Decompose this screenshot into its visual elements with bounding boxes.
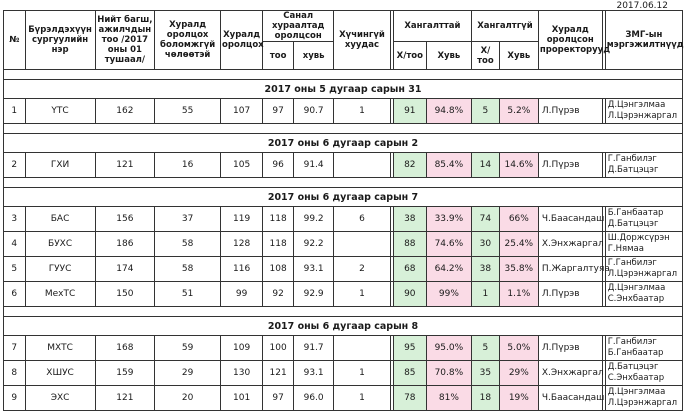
staff-name: Г.Нямаа	[607, 244, 644, 254]
staff-name: С.Энхбаатар	[607, 294, 665, 304]
cell-school: МехТС	[25, 282, 95, 307]
staff-name: Б.Ганбаатар	[607, 348, 664, 358]
cell-school: МХТС	[25, 336, 95, 361]
cell-sat-count: 78	[393, 386, 426, 411]
header-voted-count: тоо	[263, 42, 294, 70]
cell-ineligible: 20	[155, 386, 221, 411]
cell-unsat-count: 14	[472, 153, 500, 178]
cell-unsat-count: 74	[472, 207, 500, 232]
cell-ineligible: 37	[155, 207, 221, 232]
cell-no: 1	[4, 99, 26, 124]
cell-voted-pct: 91.7	[294, 336, 334, 361]
cell-total: 156	[95, 207, 155, 232]
cell-voted-count: 118	[263, 232, 294, 257]
cell-unsat-count: 30	[472, 232, 500, 257]
cell-unsat-pct: 35.8%	[499, 257, 538, 282]
cell-sat-pct: 94.8%	[426, 99, 471, 124]
cell-ineligible: 51	[155, 282, 221, 307]
table-row	[4, 282, 683, 307]
cell-voted-pct: 92.9	[294, 282, 334, 307]
cell-school: ЭХС	[25, 386, 95, 411]
cell-ineligible: 29	[155, 361, 221, 386]
cell-unsat-pct: 19%	[499, 386, 538, 411]
cell-sat-count: 88	[393, 232, 426, 257]
cell-staff	[605, 232, 682, 257]
cell-sat-pct: 70.8%	[426, 361, 471, 386]
cell-proctor: Ч.Баасандаш	[538, 207, 602, 232]
staff-name: Д.Батцэцэг	[607, 362, 659, 372]
cell-school: БУХС	[25, 232, 95, 257]
cell-attended: 119	[221, 207, 263, 232]
cell-voted-pct: 93.1	[294, 361, 334, 386]
staff-name: Л.Цэрэнжаргал	[607, 269, 678, 279]
staff-name: Д.Цэнгэлмаа	[607, 387, 666, 397]
staff-name: С.Энхбаатар	[607, 373, 665, 383]
cell-total: 186	[95, 232, 155, 257]
staff-name: Д.Батцэцэг	[607, 165, 659, 175]
staff-name: Д.Цэнгэлмаа	[607, 283, 666, 293]
section-title: 2017 оны 6 дугаар сарын 7	[4, 188, 683, 207]
cell-no: 5	[4, 257, 26, 282]
cell-invalid: 2	[334, 257, 391, 282]
staff-name: Д.Цэнгэлмаа	[607, 100, 666, 110]
header-sat-pct: Хувь	[426, 42, 471, 70]
cell-sat-count: 85	[393, 361, 426, 386]
cell-invalid	[334, 336, 391, 361]
cell-sat-count: 91	[393, 99, 426, 124]
cell-invalid: 6	[334, 207, 391, 232]
cell-voted-pct: 90.7	[294, 99, 334, 124]
cell-attended: 99	[221, 282, 263, 307]
cell-no: 8	[4, 361, 26, 386]
staff-name: Б.Ганбаатар	[607, 208, 664, 218]
header-proctor: Хуралд оролцсон проректорууд	[538, 11, 602, 70]
header-voted-group: Санал хураалтад оролцсон	[263, 11, 334, 42]
staff-name: Д.Батцэцэг	[607, 219, 659, 229]
cell-proctor: Л.Пүрэв	[538, 336, 602, 361]
cell-invalid: 1	[334, 386, 391, 411]
header-attended: Хуралд оролцох	[221, 11, 263, 70]
cell-proctor: Х.Энхжаргал	[538, 361, 602, 386]
cell-school: ГУУС	[25, 257, 95, 282]
staff-name: Л.Цэрэнжаргал	[607, 398, 678, 408]
header-school: Бүрэлдэхүүн сургуулийн нэр	[25, 11, 95, 70]
staff-name: Л.Цэрэнжаргал	[607, 111, 678, 121]
survey-results-table	[3, 10, 683, 411]
section-title: 2017 оны 6 дугаар сарын 8	[4, 317, 683, 336]
header-total: Нийт багш, ажилчдын тоо /2017 оны 01 тушаал/	[95, 11, 155, 70]
section-title: 2017 оны 6 дугаар сарын 2	[4, 134, 683, 153]
cell-unsat-pct: 14.6%	[499, 153, 538, 178]
cell-unsat-pct: 66%	[499, 207, 538, 232]
cell-unsat-pct: 1.1%	[499, 282, 538, 307]
staff-name: Г.Ганбилэг	[607, 337, 657, 347]
cell-proctor: Х.Энхжаргал	[538, 232, 602, 257]
cell-attended: 128	[221, 232, 263, 257]
cell-total: 162	[95, 99, 155, 124]
cell-attended: 116	[221, 257, 263, 282]
cell-proctor: П.Жаргалтуяа	[538, 257, 602, 282]
table-row	[4, 386, 683, 411]
table-row	[4, 257, 683, 282]
cell-staff	[605, 257, 682, 282]
cell-sat-count: 95	[393, 336, 426, 361]
cell-sat-pct: 99%	[426, 282, 471, 307]
cell-no: 4	[4, 232, 26, 257]
cell-no: 6	[4, 282, 26, 307]
cell-ineligible: 55	[155, 99, 221, 124]
cell-unsat-pct: 29%	[499, 361, 538, 386]
cell-staff	[605, 386, 682, 411]
cell-ineligible: 16	[155, 153, 221, 178]
table-row	[4, 207, 683, 232]
table-row	[4, 99, 683, 124]
cell-no: 7	[4, 336, 26, 361]
cell-sat-pct: 81%	[426, 386, 471, 411]
cell-ineligible: 58	[155, 232, 221, 257]
cell-sat-pct: 64.2%	[426, 257, 471, 282]
cell-no: 2	[4, 153, 26, 178]
cell-voted-pct: 91.4	[294, 153, 334, 178]
table-row	[4, 232, 683, 257]
cell-sat-count: 82	[393, 153, 426, 178]
cell-proctor: Л.Пүрэв	[538, 99, 602, 124]
cell-unsat-count: 18	[472, 386, 500, 411]
cell-staff	[605, 207, 682, 232]
cell-proctor: Л.Пүрэв	[538, 282, 602, 307]
header-voted-pct: хувь	[294, 42, 334, 70]
header-ineligible: Хуралд оролцох боломжгүй чөлөөтэй	[155, 11, 221, 70]
cell-unsat-count: 35	[472, 361, 500, 386]
cell-total: 121	[95, 386, 155, 411]
header-sat-count: Х/тоо	[393, 42, 426, 70]
cell-school: ХШУС	[25, 361, 95, 386]
cell-invalid: 1	[334, 282, 391, 307]
cell-attended: 107	[221, 99, 263, 124]
cell-no: 9	[4, 386, 26, 411]
header-no: №	[4, 11, 26, 70]
cell-attended: 101	[221, 386, 263, 411]
cell-voted-count: 97	[263, 386, 294, 411]
cell-voted-count: 108	[263, 257, 294, 282]
staff-name: Ш.Доржсүрэн	[607, 233, 670, 243]
cell-total: 174	[95, 257, 155, 282]
cell-voted-count: 121	[263, 361, 294, 386]
cell-school: ҮТС	[25, 99, 95, 124]
cell-total: 121	[95, 153, 155, 178]
cell-voted-pct: 96.0	[294, 386, 334, 411]
cell-staff	[605, 361, 682, 386]
cell-invalid: 1	[334, 99, 391, 124]
cell-voted-pct: 92.2	[294, 232, 334, 257]
cell-staff	[605, 153, 682, 178]
cell-school: ГХИ	[25, 153, 95, 178]
cell-sat-pct: 33.9%	[426, 207, 471, 232]
cell-voted-pct: 99.2	[294, 207, 334, 232]
cell-unsat-pct: 5.0%	[499, 336, 538, 361]
table-row	[4, 336, 683, 361]
header-unsatisfied-group: Хангалтгүй	[472, 11, 539, 42]
cell-sat-pct: 85.4%	[426, 153, 471, 178]
cell-staff	[605, 99, 682, 124]
cell-unsat-count: 5	[472, 99, 500, 124]
staff-name: Г.Ганбилэг	[607, 154, 657, 164]
cell-unsat-count: 5	[472, 336, 500, 361]
staff-name: Г.Ганбилэг	[607, 258, 657, 268]
cell-total: 150	[95, 282, 155, 307]
header-satisfied-group: Хангалттай	[393, 11, 471, 42]
document-date: 2017.06.12	[616, 1, 668, 11]
cell-sat-count: 68	[393, 257, 426, 282]
cell-staff	[605, 336, 682, 361]
cell-proctor: Л.Пүрэв	[538, 153, 602, 178]
cell-attended: 130	[221, 361, 263, 386]
cell-sat-count: 90	[393, 282, 426, 307]
cell-voted-count: 118	[263, 207, 294, 232]
cell-unsat-count: 38	[472, 257, 500, 282]
header-staff: ЗМГ-ын мэргэжилтнүүд	[605, 11, 682, 70]
header-unsat-count: Х/тоо	[472, 42, 500, 70]
header-unsat-pct: Хувь	[499, 42, 538, 70]
cell-unsat-pct: 25.4%	[499, 232, 538, 257]
cell-voted-count: 96	[263, 153, 294, 178]
cell-ineligible: 58	[155, 257, 221, 282]
header-invalid: Хүчингүй хуудас	[334, 11, 391, 70]
cell-invalid	[334, 232, 391, 257]
cell-invalid: 1	[334, 361, 391, 386]
cell-unsat-count: 1	[472, 282, 500, 307]
cell-voted-count: 97	[263, 99, 294, 124]
cell-voted-count: 92	[263, 282, 294, 307]
cell-attended: 105	[221, 153, 263, 178]
cell-voted-pct: 93.1	[294, 257, 334, 282]
cell-total: 168	[95, 336, 155, 361]
cell-invalid	[334, 153, 391, 178]
cell-sat-count: 38	[393, 207, 426, 232]
cell-proctor: Ч.Баасандаш	[538, 386, 602, 411]
table-row	[4, 153, 683, 178]
cell-unsat-pct: 5.2%	[499, 99, 538, 124]
cell-no: 3	[4, 207, 26, 232]
cell-school: БАС	[25, 207, 95, 232]
cell-ineligible: 59	[155, 336, 221, 361]
cell-sat-pct: 95.0%	[426, 336, 471, 361]
cell-attended: 109	[221, 336, 263, 361]
cell-voted-count: 100	[263, 336, 294, 361]
cell-staff	[605, 282, 682, 307]
section-title: 2017 оны 5 дугаар сарын 31	[4, 80, 683, 99]
table-row	[4, 361, 683, 386]
cell-sat-pct: 74.6%	[426, 232, 471, 257]
cell-total: 159	[95, 361, 155, 386]
